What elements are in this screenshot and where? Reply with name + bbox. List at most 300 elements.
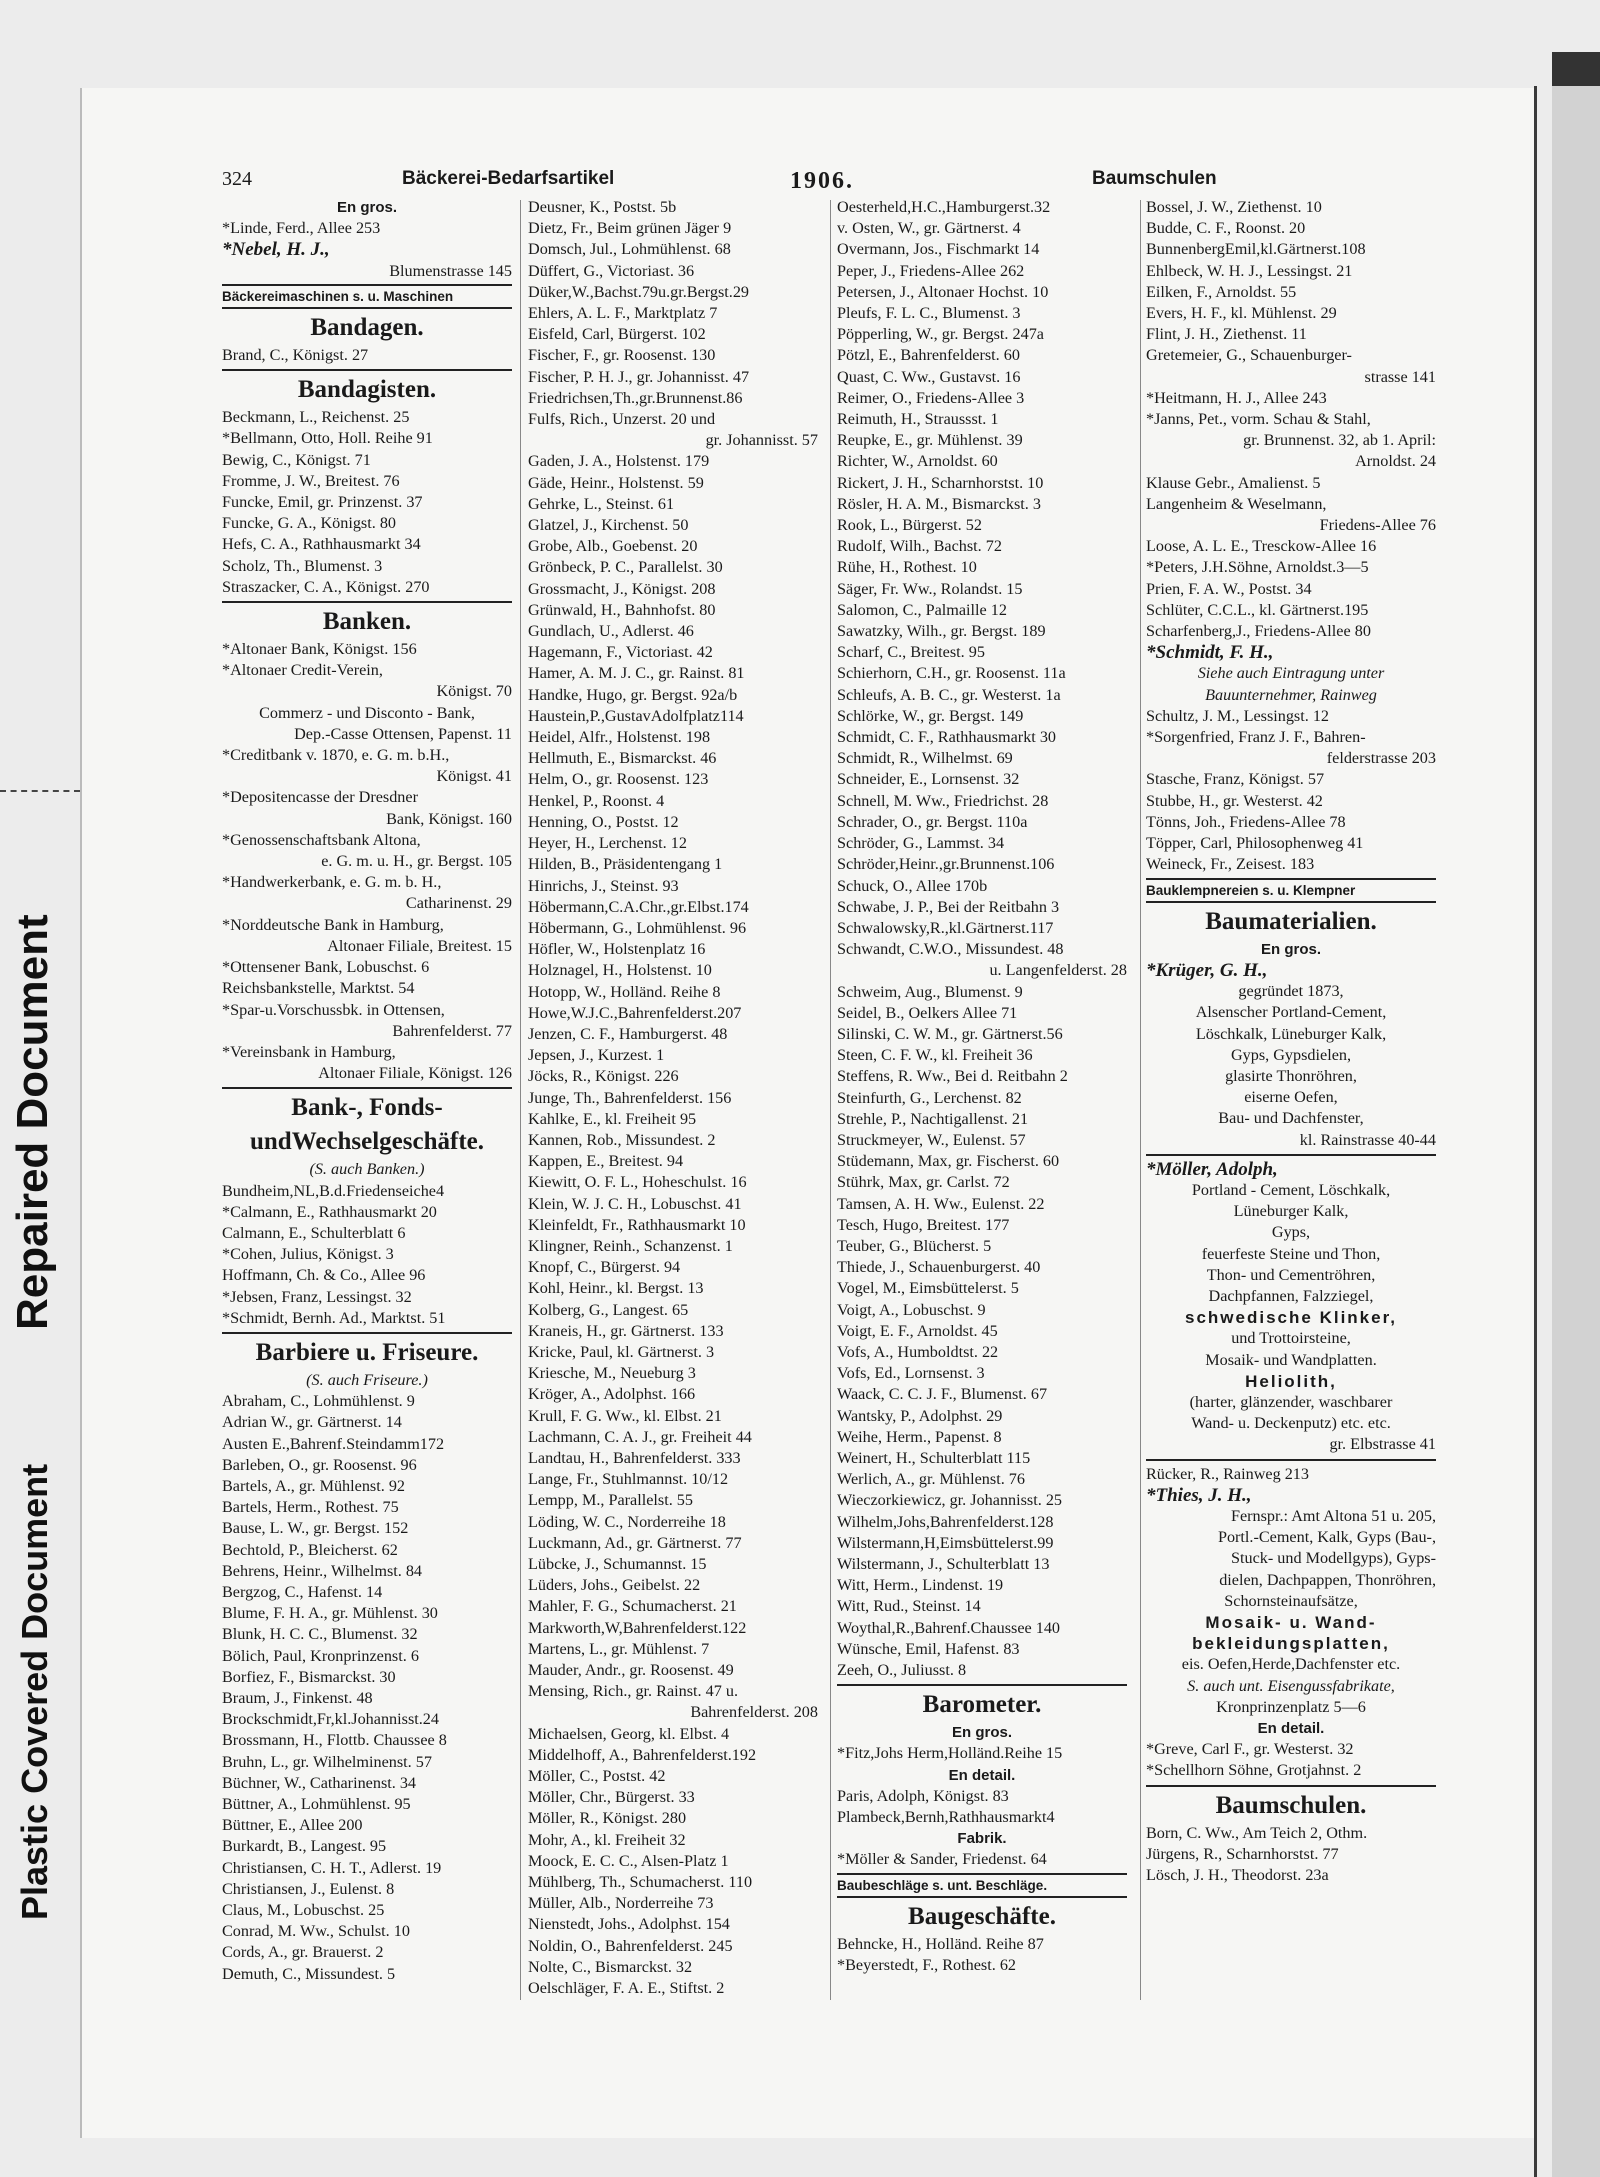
directory-entry: Bergzog, C., Hafenst. 14 (222, 1582, 383, 1601)
directory-entry: Luckmann, Ad., gr. Gärtnerst. 77 (528, 1533, 742, 1552)
directory-entry: Schmidt, C. F., Rathhausmarkt 30 (837, 728, 1057, 747)
directory-entry: Jepsen, J., Kurzest. 1 (528, 1046, 665, 1065)
directory-entry: Gaden, J. A., Holstenst. 179 (528, 452, 710, 471)
directory-entry: *Altonaer Credit-Verein, (222, 661, 383, 680)
directory-entry: Steen, C. F. W., kl. Freiheit 36 (837, 1046, 1033, 1065)
directory-entry: Voigt, E. F., Arnoldst. 45 (837, 1321, 998, 1340)
directory-entry: Löding, W. C., Norderreihe 18 (528, 1512, 726, 1531)
directory-entry: Kriesche, M., Neueburg 3 (528, 1364, 696, 1383)
directory-entry: Teuber, G., Blücherst. 5 (837, 1236, 992, 1255)
directory-entry: Stubbe, H., gr. Westerst. 42 (1146, 791, 1323, 810)
directory-entry: Schmidt, R., Wilhelmst. 69 (837, 749, 1013, 768)
directory-entry: Schuck, O., Allee 170b (837, 876, 988, 895)
margin-dashed-line (0, 790, 80, 792)
directory-entry: strasse 141 (1364, 367, 1436, 386)
directory-entry: gr. Brunnenst. 32, ab 1. April: (1243, 431, 1436, 450)
directory-entry: Mauder, Andr., gr. Roosenst. 49 (528, 1661, 734, 1680)
subsection-label: Fabrik. (957, 1830, 1007, 1848)
directory-entry: Gehrke, L., Steinst. 61 (528, 494, 675, 513)
right-scan-tab (1552, 52, 1600, 86)
directory-entry: Rühe, H., Rothest. 10 (837, 558, 977, 577)
directory-entry: Barleben, O., gr. Roosenst. 96 (222, 1455, 417, 1474)
directory-entry: Conrad, M. Ww., Schulst. 10 (222, 1922, 410, 1941)
directory-entry: gegründet 1873, (1238, 982, 1344, 1001)
directory-entry: Stuck- und Modellgyps), Gyps- (1230, 1549, 1436, 1568)
directory-entry: Schwalowsky,R.,kl.Gärtnerst.117 (837, 918, 1054, 937)
directory-entry: *Handwerkerbank, e. G. m. b. H., (222, 873, 442, 892)
directory-entry: Fischer, P. H. J., gr. Johannisst. 47 (528, 367, 750, 386)
directory-entry: *Ottensener Bank, Lobuschst. 6 (222, 958, 430, 977)
directory-entry: Christiansen, J., Eulenst. 8 (222, 1879, 395, 1898)
directory-entry: Hamer, A. M. J. C., gr. Rainst. 81 (528, 664, 745, 683)
directory-entry: Flint, J. H., Ziethenst. 11 (1146, 325, 1307, 344)
directory-entry: Reichsbankstelle, Marktst. 54 (222, 979, 415, 998)
directory-entry: *Schmidt, Bernh. Ad., Marktst. 51 (222, 1308, 446, 1327)
directory-entry: Ehlbeck, W. H. J., Lessingst. 21 (1146, 261, 1353, 280)
directory-entry: eiserne Oefen, (1244, 1088, 1338, 1107)
emphasis-text: schwedische Klinker, (1185, 1308, 1397, 1328)
directory-column-3 (837, 197, 1127, 1976)
directory-entry: Waack, C. C. J. F., Blumenst. 67 (837, 1385, 1048, 1404)
note-text: (S. auch Friseure.) (306, 1370, 428, 1389)
directory-entry: Klein, W. J. C. H., Lobuschst. 41 (528, 1194, 742, 1213)
subsection-label: En gros. (1260, 940, 1321, 958)
directory-entry: Paris, Adolph, Königst. 83 (837, 1786, 1009, 1805)
directory-entry: Michaelsen, Georg, kl. Elbst. 4 (528, 1724, 730, 1743)
directory-entry: Portland - Cement, Löschkalk, (1191, 1180, 1391, 1199)
directory-entry: gr. Johannisst. 57 (705, 431, 818, 450)
directory-entry: Kahlke, E., kl. Freiheit 95 (528, 1109, 697, 1128)
directory-entry: Gretemeier, G., Schauenburger- (1146, 346, 1352, 365)
directory-entry: Vofs, A., Humboldtst. 22 (837, 1342, 999, 1361)
directory-entry: Handke, Hugo, gr. Bergst. 92a/b (528, 685, 738, 704)
directory-entry: Klingner, Reinh., Schanzenst. 1 (528, 1236, 733, 1255)
directory-entry: Austen E.,Bahrenf.Steindamm172 (222, 1434, 445, 1453)
column-divider (520, 200, 521, 2000)
subsection-label: En detail. (1257, 1720, 1325, 1738)
directory-entry: Fischer, F., gr. Roosenst. 130 (528, 346, 716, 365)
directory-entry: Bölich, Paul, Kronprinzenst. 6 (222, 1646, 419, 1665)
directory-entry: *Linde, Ferd., Allee 253 (222, 219, 381, 238)
directory-entry: Rudolf, Wilh., Bachst. 72 (837, 537, 1002, 556)
directory-entry: Bahrenfelderst. 77 (392, 1021, 512, 1040)
directory-entry: Jöcks, R., Königst. 226 (528, 1067, 679, 1086)
directory-entry: Beckmann, L., Reichenst. 25 (222, 408, 410, 427)
directory-entry: *Genossenschaftsbank Altona, (222, 830, 421, 849)
directory-entry: Töpper, Carl, Philosophenweg 41 (1146, 834, 1364, 853)
directory-entry: Stüdemann, Max, gr. Fischerst. 60 (837, 1152, 1060, 1171)
directory-entry: Düker,W.,Bachst.79u.gr.Bergst.29 (528, 282, 750, 301)
directory-entry: Bartels, Herm., Rothest. 75 (222, 1498, 399, 1517)
directory-entry: Schnell, M. Ww., Friedrichst. 28 (837, 791, 1049, 810)
directory-entry: Richter, W., Arnoldst. 60 (837, 452, 998, 471)
directory-entry: Weinert, H., Schulterblatt 115 (837, 1448, 1031, 1467)
directory-entry: Wilstermann, J., Schulterblatt 13 (837, 1555, 1050, 1573)
directory-entry: Eilken, F., Arnoldst. 55 (1146, 282, 1297, 301)
directory-entry: Schwabe, J. P., Bei der Reitbahn 3 (837, 897, 1060, 916)
directory-entry: Struckmeyer, W., Eulenst. 57 (837, 1130, 1026, 1149)
subsection-label: En gros. (336, 199, 397, 216)
directory-entry: Voigt, A., Lobuschst. 9 (837, 1300, 986, 1319)
directory-entry: Höfler, W., Holstenplatz 16 (528, 940, 706, 959)
directory-entry: Bundheim,NL,B.d.Friedenseiche4 (222, 1181, 445, 1200)
directory-entry: Plambeck,Bernh,Rathhausmarkt4 (837, 1808, 1055, 1827)
directory-entry: Büttner, E., Allee 200 (222, 1816, 363, 1835)
directory-entry: u. Langenfelderst. 28 (989, 961, 1127, 980)
directory-entry: Wilhelm,Johs,Bahrenfelderst.128 (837, 1512, 1054, 1531)
header-left-title: Bäckerei-Bedarfsartikel (402, 168, 615, 189)
directory-entry: Schlörke, W., gr. Bergst. 149 (837, 706, 1024, 725)
directory-entry: Müller, Alb., Norderreihe 73 (528, 1894, 714, 1913)
directory-entry: Catharinenst. 29 (405, 894, 512, 913)
cross-reference-box: Bäckereimaschinen s. u. Maschinen (222, 284, 512, 309)
featured-entry-name: *Schmidt, F. H., (1146, 642, 1274, 664)
directory-entry: Markworth,W,Bahrenfelderst.122 (528, 1618, 747, 1637)
directory-entry: Bewig, C., Königst. 71 (222, 450, 371, 469)
directory-entry: *Greve, Carl F., gr. Westerst. 32 (1146, 1740, 1354, 1759)
directory-entry: Glatzel, J., Kirchenst. 50 (528, 516, 689, 535)
directory-entry: Rook, L., Bürgerst. 52 (837, 516, 982, 535)
directory-entry: Brockschmidt,Fr,kl.Johannisst.24 (222, 1710, 439, 1729)
section-rule (837, 1684, 1127, 1686)
directory-entry: Gyps, (1271, 1223, 1311, 1242)
directory-entry: Schrader, O., gr. Bergst. 110a (837, 812, 1028, 831)
directory-entry: Borfiez, F., Bismarckst. 30 (222, 1667, 396, 1686)
right-binding-edge (1534, 86, 1537, 2177)
subsection-label: En detail. (948, 1766, 1016, 1784)
directory-entry: Seidel, B., Oelkers Allee 71 (837, 1003, 1018, 1022)
directory-entry: felderstrasse 203 (1326, 749, 1436, 768)
running-header (140, 168, 1380, 198)
directory-entry: Peper, J., Friedens-Allee 262 (837, 261, 1025, 280)
directory-entry: Bahrenfelderst. 208 (690, 1703, 818, 1722)
directory-entry: Vofs, Ed., Lornsenst. 3 (837, 1364, 985, 1383)
directory-entry: Klause Gebr., Amalienst. 5 (1146, 473, 1321, 492)
directory-entry: Königst. 70 (436, 682, 512, 701)
section-rule (222, 601, 512, 603)
directory-entry: Budde, C. F., Roonst. 20 (1146, 219, 1306, 238)
directory-entry: *Beyerstedt, F., Rothest. 62 (837, 1956, 1017, 1975)
directory-column-4 (1146, 197, 1436, 1886)
directory-entry: Düffert, G., Victoriast. 36 (528, 261, 695, 280)
section-heading: Barbiere u. Friseure. (255, 1338, 479, 1366)
directory-entry: Fulfs, Rich., Unzerst. 20 und (528, 410, 716, 429)
directory-entry: Overmann, Jos., Fischmarkt 14 (837, 240, 1040, 259)
directory-entry: Eisfeld, Carl, Bürgerst. 102 (528, 325, 706, 344)
directory-entry: Scholz, Th., Blumenst. 3 (222, 556, 383, 575)
directory-entry: e. G. m. u. H., gr. Bergst. 105 (321, 852, 512, 871)
directory-entry: Schleufs, A. B. C., gr. Westerst. 1a (837, 685, 1061, 704)
directory-entry: Landtau, H., Bahrenfelderst. 333 (528, 1448, 741, 1467)
directory-entry: Dachpfannen, Falzziegel, (1208, 1286, 1374, 1305)
note-text: S. auch unt. Eisengussfabrikate, (1187, 1676, 1395, 1695)
section-heading: Baugeschäfte. (908, 1902, 1056, 1930)
directory-entry: Steffens, R. Ww., Bei d. Reitbahn 2 (837, 1067, 1068, 1086)
page-number: 324 (222, 168, 252, 190)
directory-entry: Rücker, R., Rainweg 213 (1146, 1464, 1309, 1483)
directory-entry: Rösler, H. A. M., Bismarckst. 3 (837, 494, 1041, 513)
directory-entry: Gundlach, U., Adlerst. 46 (528, 622, 694, 641)
directory-entry: *Peters, J.H.Söhne, Arnoldst.3—5 (1146, 558, 1369, 577)
directory-column-2 (528, 197, 818, 1999)
directory-entry: *Cohen, Julius, Königst. 3 (222, 1245, 394, 1264)
directory-entry: Thiede, J., Schauenburgerst. 40 (837, 1258, 1041, 1277)
directory-entry: Möller, R., Königst. 280 (528, 1809, 687, 1828)
directory-entry: *Spar-u.Vorschussbk. in Ottensen, (222, 1000, 445, 1019)
directory-entry: Bank, Königst. 160 (386, 809, 512, 828)
directory-entry: Bossel, J. W., Ziethenst. 10 (1146, 198, 1322, 216)
directory-entry: und Trottoirsteine, (1231, 1329, 1351, 1348)
directory-entry: Heyer, H., Lerchenst. 12 (528, 834, 687, 853)
directory-entry: Straszacker, C. A., Königst. 270 (222, 577, 430, 596)
directory-entry: *Schellhorn Söhne, Grotjahnst. 2 (1146, 1761, 1362, 1780)
directory-entry: *Möller & Sander, Friedenst. 64 (837, 1850, 1047, 1869)
directory-entry: Kiewitt, O. F. L., Hoheschulst. 16 (528, 1173, 747, 1192)
directory-entry: Hinrichs, J., Steinst. 93 (528, 876, 679, 895)
emphasis-text: bekleidungsplatten, (1192, 1634, 1390, 1654)
directory-entry: Lachmann, C. A. J., gr. Freiheit 44 (528, 1427, 752, 1446)
directory-entry: Tamsen, A. H. Ww., Eulenst. 22 (837, 1194, 1045, 1213)
directory-entry: Löschkalk, Lüneburger Kalk, (1195, 1024, 1387, 1043)
directory-entry: Thon- und Cementröhren, (1206, 1265, 1376, 1284)
directory-entry: Domsch, Jul., Lohmühlenst. 68 (528, 240, 731, 259)
directory-entry: Kleinfeldt, Fr., Rathhausmarkt 10 (528, 1215, 746, 1234)
directory-entry: Adrian W., gr. Gärtnerst. 14 (222, 1413, 402, 1432)
cross-reference-box: Bauklempnereien s. u. Klempner (1146, 878, 1436, 903)
directory-entry: Zeeh, O., Juliusst. 8 (837, 1661, 967, 1680)
directory-entry: Lübcke, J., Schumannst. 15 (528, 1555, 707, 1573)
directory-entry: Friedrichsen,Th.,gr.Brunnenst.86 (528, 388, 743, 407)
directory-entry: Bartels, A., gr. Mühlenst. 92 (222, 1476, 406, 1495)
section-heading: Baumschulen. (1215, 1791, 1367, 1819)
header-right-title: Baumschulen (1092, 168, 1217, 189)
directory-entry: Holznagel, H., Holstenst. 10 (528, 961, 712, 980)
directory-entry: Sawatzky, Wilh., gr. Bergst. 189 (837, 622, 1046, 641)
section-heading: Bandagisten. (297, 376, 437, 404)
column-divider (830, 200, 831, 2000)
directory-entry: Jenzen, C. F., Hamburgerst. 48 (528, 1024, 728, 1043)
directory-entry: Helm, O., gr. Roosenst. 123 (528, 770, 709, 789)
directory-entry: BunnenbergEmil,kl.Gärtnerst.108 (1146, 240, 1366, 259)
directory-entry: Woythal,R.,Bahrenf.Chaussee 140 (837, 1618, 1061, 1637)
directory-entry: Witt, Herm., Lindenst. 19 (837, 1576, 1004, 1595)
section-rule (222, 1332, 512, 1334)
directory-entry: Knopf, C., Bürgerst. 94 (528, 1258, 681, 1277)
directory-entry: Wieczorkiewicz, gr. Johannisst. 25 (837, 1491, 1063, 1510)
directory-entry: Behncke, H., Holländ. Reihe 87 (837, 1934, 1044, 1953)
section-heading: Bank-, Fonds- (291, 1094, 443, 1122)
directory-entry: Hotopp, W., Holländ. Reihe 8 (528, 982, 721, 1001)
directory-entry: Weineck, Fr., Zeisest. 183 (1146, 855, 1315, 874)
note-text: Bauunternehmer, Rainweg (1205, 685, 1377, 704)
directory-entry: Mensing, Rich., gr. Rainst. 47 u. (528, 1682, 738, 1701)
directory-entry: Lösch, J. H., Theodorst. 23a (1146, 1866, 1329, 1885)
directory-entry: (harter, glänzender, waschbarer (1189, 1392, 1393, 1411)
directory-entry: Howe,W.J.C.,Bahrenfelderst.207 (528, 1003, 742, 1022)
directory-entry: Salomon, C., Palmaille 12 (837, 600, 1007, 619)
directory-entry: Tönns, Joh., Friedens-Allee 78 (1146, 812, 1346, 831)
directory-entry: Ehlers, A. L. F., Marktplatz 7 (528, 304, 718, 323)
emphasis-text: Heliolith, (1245, 1371, 1337, 1391)
directory-entry: Jürgens, R., Scharnhorstst. 77 (1146, 1844, 1339, 1863)
directory-entry: Grossmacht, J., Königst. 208 (528, 579, 716, 598)
directory-entry: Schwandt, C.W.O., Missundest. 48 (837, 940, 1064, 959)
directory-entry: Höbermann,C.A.Chr.,gr.Elbst.174 (528, 897, 749, 916)
directory-entry: Loose, A. L. E., Tresckow-Allee 16 (1146, 537, 1377, 556)
directory-entry: Lange, Fr., Stuhlmannst. 10/12 (528, 1470, 729, 1489)
directory-entry: Wantsky, P., Adolphst. 29 (837, 1406, 1003, 1425)
directory-entry: Schlüter, C.C.L., kl. Gärtnerst.195 (1146, 600, 1369, 619)
directory-entry: Funcke, G. A., Königst. 80 (222, 514, 397, 533)
directory-entry: Stasche, Franz, Königst. 57 (1146, 770, 1325, 789)
directory-entry: Oesterheld,H.C.,Hamburgerst.32 (837, 198, 1051, 216)
directory-entry: Strehle, P., Nachtigallenst. 21 (837, 1109, 1029, 1128)
directory-entry: Büttner, A., Lohmühlenst. 95 (222, 1795, 411, 1813)
directory-entry: Reimuth, H., Straussst. 1 (837, 410, 999, 429)
directory-entry: Kröger, A., Adolphst. 166 (528, 1385, 696, 1404)
directory-entry: *Bellmann, Otto, Holl. Reihe 91 (222, 429, 433, 448)
cross-reference-box: Baubeschläge s. unt. Beschläge. (837, 1873, 1127, 1898)
directory-entry: Witt, Rud., Steinst. 14 (837, 1597, 981, 1616)
directory-entry: Kolberg, G., Langest. 65 (528, 1300, 689, 1319)
directory-entry: Grobe, Alb., Goebenst. 20 (528, 537, 698, 556)
directory-entry: Moock, E. C. C., Alsen-Platz 1 (528, 1851, 729, 1870)
featured-entry-name: *Möller, Adolph, (1146, 1158, 1278, 1180)
directory-entry: Altonaer Filiale, Königst. 126 (318, 1064, 512, 1083)
header-year: 1906. (790, 168, 854, 194)
section-rule (1146, 1785, 1436, 1787)
directory-entry: Wünsche, Emil, Hafenst. 83 (837, 1639, 1020, 1658)
directory-entry: Möller, Chr., Bürgerst. 33 (528, 1788, 695, 1807)
directory-entry: Blume, F. H. A., gr. Mühlenst. 30 (222, 1604, 438, 1623)
directory-entry: Prien, F. A. W., Postst. 34 (1146, 579, 1312, 598)
directory-entry: *Sorgenfried, Franz J. F., Bahren- (1146, 728, 1366, 747)
directory-entry: *Vereinsbank in Hamburg, (222, 1042, 396, 1061)
directory-entry: Schneider, E., Lornsenst. 32 (837, 770, 1020, 789)
directory-entry: Dietz, Fr., Beim grünen Jäger 9 (528, 219, 732, 238)
directory-entry: *Depositencasse der Dresdner (222, 788, 418, 807)
section-rule (1146, 1459, 1436, 1461)
directory-entry: Commerz - und Disconto - Bank, (259, 703, 475, 722)
directory-entry: *Janns, Pet., vorm. Schau & Stahl, (1146, 410, 1371, 429)
directory-entry: Behrens, Heinr., Wilhelmst. 84 (222, 1561, 423, 1580)
directory-entry: Reupke, E., gr. Mühlenst. 39 (837, 431, 1023, 450)
directory-entry: Calmann, E., Schulterblatt 6 (222, 1223, 406, 1242)
side-labels (0, 800, 80, 1930)
directory-entry: Möller, C., Postst. 42 (528, 1767, 666, 1786)
directory-entry: Lempp, M., Parallelst. 55 (528, 1491, 693, 1510)
subsection-label: En gros. (951, 1724, 1012, 1742)
directory-entry: Säger, Fr. Ww., Rolandst. 15 (837, 579, 1023, 598)
directory-entry: Scharfenberg,J., Friedens-Allee 80 (1146, 622, 1371, 641)
directory-entry: Silinski, C. W. M., gr. Gärtnerst.56 (837, 1024, 1063, 1043)
section-rule (222, 369, 512, 371)
directory-entry: dielen, Dachpappen, Thonröhren, (1219, 1570, 1436, 1589)
section-heading: Barometer. (922, 1691, 1042, 1719)
directory-entry: Schweim, Aug., Blumenst. 9 (837, 982, 1023, 1001)
directory-entry: Kohl, Heinr., kl. Bergst. 13 (528, 1279, 704, 1298)
directory-entry: Hagemann, F., Victoriast. 42 (528, 643, 713, 662)
directory-entry: Arnoldst. 24 (1355, 452, 1436, 471)
directory-entry: Bruhn, L., gr. Wilhelminenst. 57 (222, 1752, 432, 1771)
directory-entry: kl. Rainstrasse 40-44 (1299, 1130, 1436, 1149)
directory-entry: Reimer, O., Friedens-Allee 3 (837, 388, 1025, 407)
directory-entry: Brand, C., Königst. 27 (222, 346, 369, 365)
directory-entry: Henning, O., Postst. 12 (528, 812, 679, 831)
directory-entry: Königst. 41 (436, 767, 512, 786)
directory-entry: Mohr, A., kl. Freiheit 32 (528, 1830, 686, 1849)
directory-entry: Fromme, J. W., Breitest. 76 (222, 471, 400, 490)
directory-entry: *Jebsen, Franz, Lessingst. 32 (222, 1287, 412, 1306)
directory-entry: Lüneburger Kalk, (1233, 1202, 1349, 1221)
directory-entry: *Creditbank v. 1870, e. G. m. b.H., (222, 746, 450, 765)
directory-entry: Hellmuth, E., Bismarckst. 46 (528, 749, 717, 768)
directory-entry: *Norddeutsche Bank in Hamburg, (222, 915, 444, 934)
directory-column-1 (222, 197, 512, 1985)
directory-entry: Gyps, Gypsdielen, (1230, 1045, 1352, 1064)
featured-entry-name: *Thies, J. H., (1146, 1484, 1252, 1506)
directory-entry: Wilstermann,H,Eimsbüttelerst.99 (837, 1533, 1054, 1552)
directory-entry: Oelschläger, F. A. E., Stiftst. 2 (528, 1979, 725, 1998)
directory-entry: Dep.-Casse Ottensen, Papenst. 11 (294, 724, 512, 743)
directory-entry: Kricke, Paul, kl. Gärtnerst. 3 (528, 1342, 715, 1361)
directory-entry: Kappen, E., Breitest. 94 (528, 1152, 684, 1171)
directory-entry: Scharf, C., Breitest. 95 (837, 643, 985, 662)
directory-entry: Bause, L. W., gr. Bergst. 152 (222, 1519, 409, 1538)
directory-entry: Hefs, C. A., Rathhausmarkt 34 (222, 535, 421, 554)
section-heading: Banken. (322, 608, 412, 636)
directory-entry: Kraneis, H., gr. Gärtnerst. 133 (528, 1321, 724, 1340)
directory-entry: Kannen, Rob., Missundest. 2 (528, 1130, 716, 1149)
directory-entry: Martens, L., gr. Mühlenst. 7 (528, 1639, 710, 1658)
directory-entry: Hoffmann, Ch. & Co., Allee 96 (222, 1266, 426, 1285)
directory-entry: gr. Elbstrasse 41 (1329, 1435, 1436, 1454)
repaired-document-label: Repaired Document (8, 914, 57, 1330)
directory-entry: Demuth, C., Missundest. 5 (222, 1964, 396, 1983)
directory-entry: Tesch, Hugo, Breitest. 177 (837, 1215, 1010, 1234)
directory-entry: eis. Oefen,Herde,Dachfenster etc. (1181, 1655, 1401, 1674)
directory-entry: Petersen, J., Altonaer Hochst. 10 (837, 282, 1049, 301)
plastic-covered-document-label: Plastic Covered Document (14, 1463, 55, 1920)
directory-entry: feuerfeste Steine und Thon, (1201, 1244, 1381, 1263)
directory-entry: Pöpperling, W., gr. Bergst. 247a (837, 325, 1044, 344)
directory-entry: Cords, A., gr. Brauerst. 2 (222, 1943, 384, 1962)
directory-entry: Höbermann, G., Lohmühlenst. 96 (528, 918, 747, 937)
directory-entry: Brossmann, H., Flottb. Chaussee 8 (222, 1731, 447, 1750)
directory-entry: Funcke, Emil, gr. Prinzenst. 37 (222, 493, 423, 512)
directory-entry: Haustein,P.,GustavAdolfplatz114 (528, 706, 744, 725)
directory-entry: Middelhoff, A., Bahrenfelderst.192 (528, 1745, 757, 1764)
directory-entry: Büchner, W., Catharinenst. 34 (222, 1773, 417, 1792)
directory-entry: Quast, C. Ww., Gustavst. 16 (837, 367, 1021, 386)
note-text: (S. auch Banken.) (309, 1160, 425, 1179)
featured-entry-name: *Nebel, H. J., (222, 239, 330, 261)
directory-entry: Born, C. Ww., Am Teich 2, Othm. (1146, 1823, 1368, 1842)
directory-entry: glasirte Thonröhren, (1225, 1066, 1357, 1085)
directory-entry: Evers, H. F., kl. Mühlenst. 29 (1146, 304, 1337, 323)
directory-entry: Fernspr.: Amt Altona 51 u. 205, (1230, 1506, 1436, 1525)
directory-entry: Altonaer Filiale, Breitest. 15 (327, 936, 512, 955)
directory-entry: Kronprinzenplatz 5—6 (1216, 1697, 1366, 1716)
directory-entry: Pötzl, E., Bahrenfelderst. 60 (837, 346, 1020, 365)
directory-entry: Bechtold, P., Bleicherst. 62 (222, 1540, 398, 1559)
section-heading: Baumaterialien. (1205, 907, 1377, 935)
directory-entry: Weihe, Herm., Papenst. 8 (837, 1427, 1002, 1446)
directory-entry: Friedens-Allee 76 (1319, 516, 1436, 535)
directory-entry: Junge, Th., Bahrenfelderst. 156 (528, 1088, 732, 1107)
directory-entry: Schröder,Heinr.,gr.Brunnenst.106 (837, 855, 1055, 874)
directory-entry: Gäde, Heinr., Holstenst. 59 (528, 473, 704, 492)
